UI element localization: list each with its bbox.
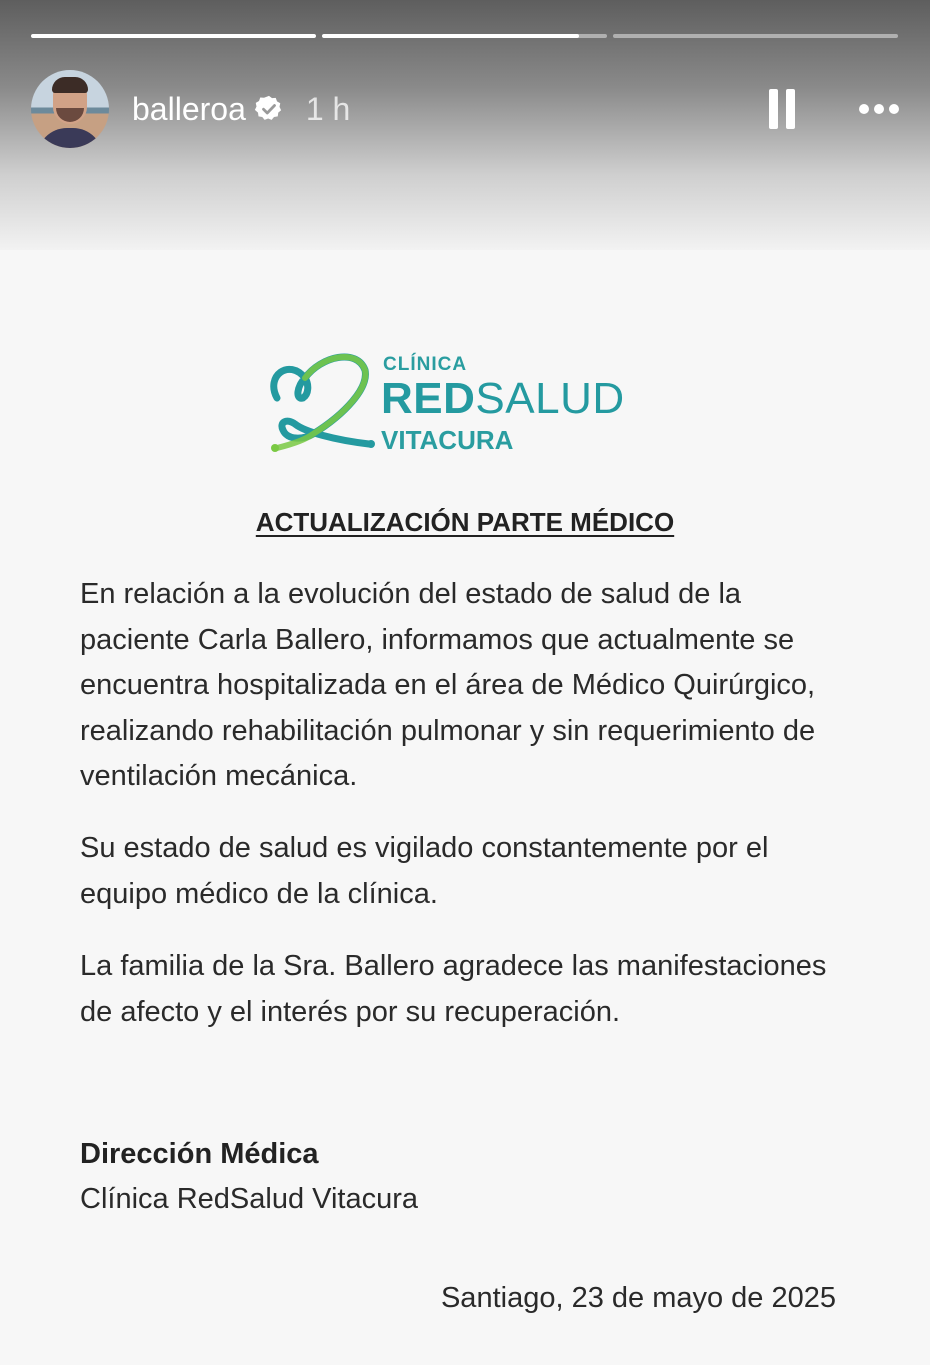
- document-date: Santiago, 23 de mayo de 2025: [440, 1282, 836, 1314]
- logo-line-clinica: CLÍNICA: [383, 354, 468, 375]
- heart-logo-icon: [265, 348, 375, 458]
- progress-segment: [31, 34, 316, 38]
- paragraph: La familia de la Sra. Ballero agradece las manifestaciones de afecto y el interés por su recuperación.: [80, 950, 827, 1028]
- logo-line-vitacura: VITACURA: [381, 425, 514, 455]
- post-time: 1 h: [305, 90, 351, 127]
- paragraph: En relación a la evolución del estado de salud de la paciente Carla Ballero, informamos que actualmente se encuentra hospitalizada en el área de Médico Quirúrgico, realizando rehabilitación pulmonar y sin requerimiento de ventilación mecánica.: [80, 578, 816, 792]
- avatar[interactable]: [31, 70, 109, 148]
- pause-icon[interactable]: [769, 89, 795, 129]
- logo-line-redsalud: REDSALUD: [381, 374, 625, 423]
- story-progress-bar: [31, 34, 898, 38]
- signature-org: Clínica RedSalud Vitacura: [80, 1183, 418, 1215]
- clinic-logo: [265, 348, 665, 458]
- username[interactable]: balleroa: [132, 90, 246, 127]
- verified-badge-icon: [254, 94, 284, 124]
- paragraph: Su estado de salud es vigilado constantemente por el equipo médico de la clínica.: [80, 832, 769, 910]
- signature-title: Dirección Médica: [80, 1138, 319, 1170]
- story-header: [31, 68, 899, 150]
- progress-segment: [322, 34, 607, 38]
- progress-segment: [613, 34, 898, 38]
- document-title: ACTUALIZACIÓN PARTE MÉDICO: [255, 507, 675, 537]
- more-options-icon[interactable]: [859, 104, 899, 114]
